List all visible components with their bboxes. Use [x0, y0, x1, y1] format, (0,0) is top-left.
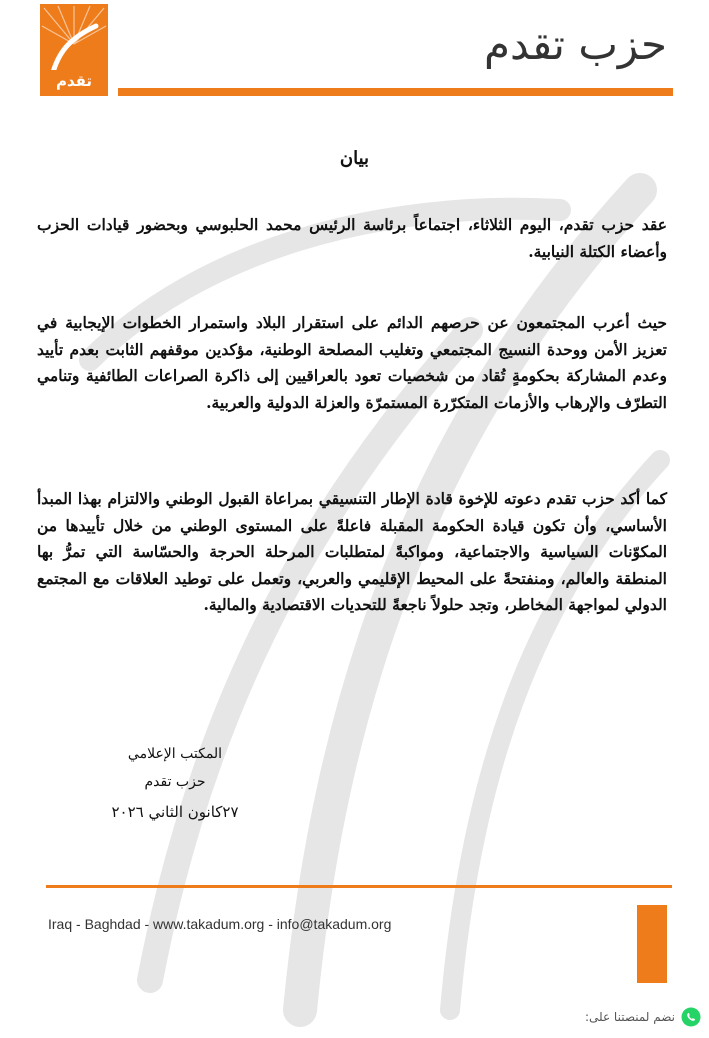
social-join[interactable] — [585, 1006, 701, 1028]
party-name-heading: حزب تقدم — [483, 20, 667, 69]
footer-accent-block — [637, 905, 667, 983]
signature-department: المكتب الإعلامي — [127, 746, 223, 762]
paragraph-3: كما أكد حزب تقدم دعوته للإخوة قادة الإطار التنسيقي بمراعاة القبول الوطني والالتزام بهذا المبدأ الأساسي، وأن تكون قيادة الحكومة المقبلة فاعلةً على المستوى الوطني من خلال تأييدها من المكوّنات السياسية والاجتماعية، ومواكبةً لمتطلبات المرحلة الحرجة والحسّاسة التي تمرُّ بها المنطقة والعالم، ومنفتحةً على المحيط الإقليمي والعربي، وتعمل على توطيد العلاقات مع المجتمع الدولي لمواجهة المخاطر، وتجد حلولاً ناجعةً للتحديات الاقتصادية والمالية. — [37, 489, 667, 614]
paragraph-2: حيث أعرب المجتمعون عن حرصهم الدائم على استقرار البلاد واستمرار الخطوات الإيجابية في تعزيز الأمن ووحدة النسيج المجتمعي وتغليب المصلحة الوطنية، مؤكدين موقفهم الثابت بعدم تأييد وعدم المشاركة بحكومةٍ تُقاد من شخصيات تعود بالعراقيين إلى ذاكرة الصراعات الطائفية وتنامي التطرّف والإرهاب والأزمات المتكرّرة المستمرّة والعزلة الدولية والعربية. — [37, 313, 667, 412]
header-divider — [118, 88, 673, 96]
signature-party: حزب تقدم — [144, 774, 206, 790]
party-logo — [40, 4, 108, 96]
whatsapp-icon[interactable] — [681, 1007, 701, 1027]
social-label: نضم لمنصتنا على: — [584, 1010, 675, 1024]
footer-divider — [46, 885, 672, 888]
signature-date: ٢٧كانون الثاني ٢٠٢٦ — [111, 803, 239, 821]
statement-title: بيان — [339, 148, 370, 169]
logo-text: تقدم — [55, 72, 93, 90]
footer-contact: Iraq - Baghdad - www.takadum.org - info@takadum.org — [48, 916, 392, 932]
paragraph-1: عقد حزب تقدم، اليوم الثلاثاء، اجتماعاً برئاسة الرئيس محمد الحلبوسي وبحضور قيادات الحزب وأعضاء الكتلة النيابية. — [37, 215, 667, 261]
